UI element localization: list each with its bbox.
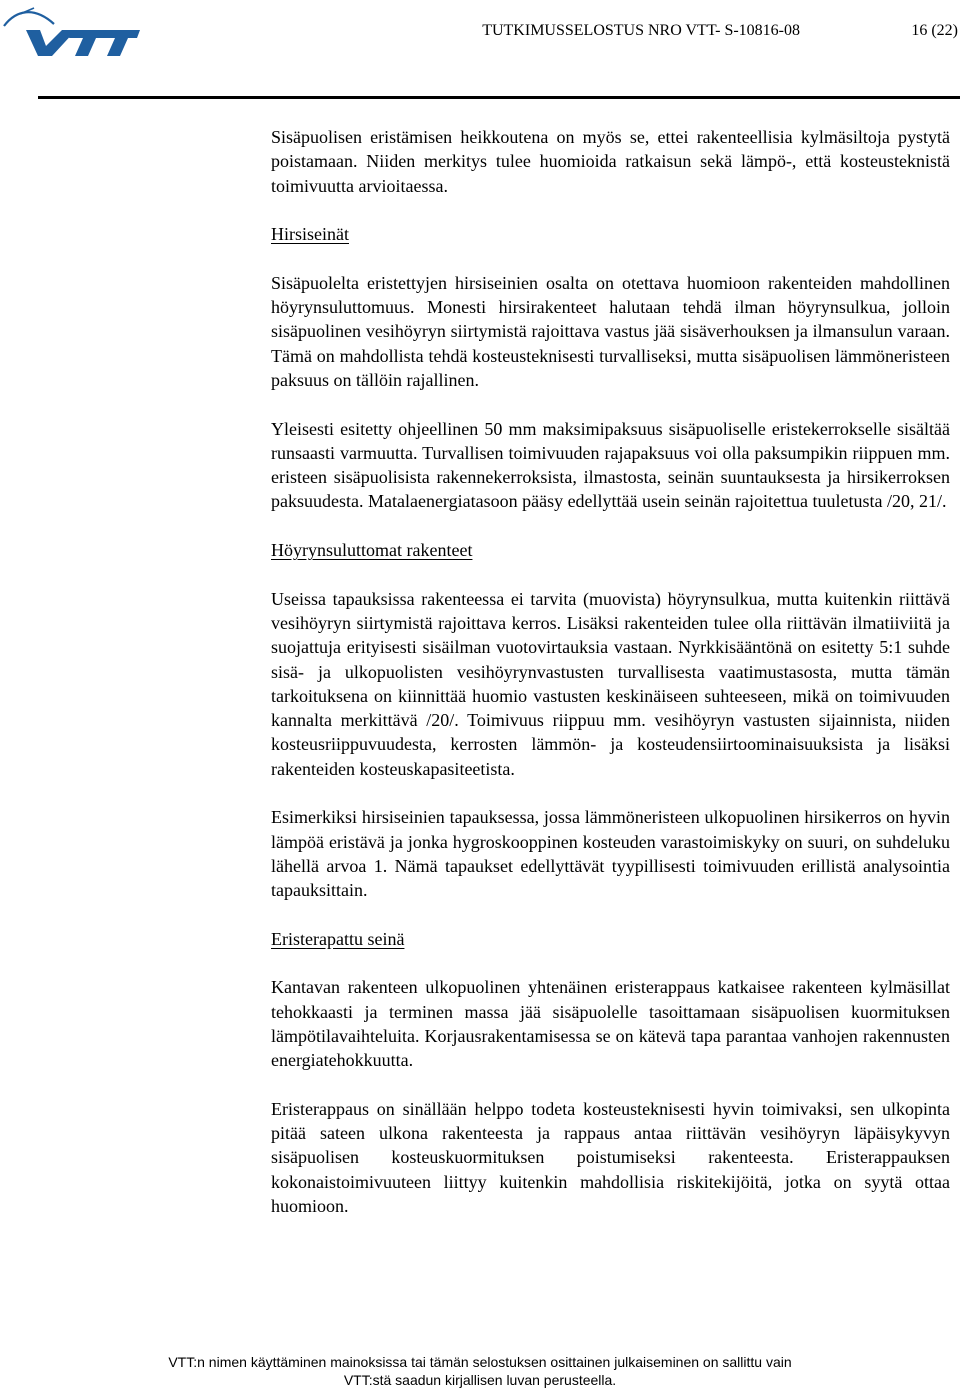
paragraph: Useissa tapauksissa rakenteessa ei tarvita (muovista) höyrynsulkua, mutta kuitenkin riittävä vesihöyryn siirtymistä rajoittava kerros. Lisäksi rakenteiden tulee olla riittävän ilmatiiviitä ja suojattuja erityisesti sisäilman vuotovirtauksia vastaan. Nyrkkisääntönä on esitetty 5:1 suhde sisä- ja ulkopuolisten vesihöyrynvastusten turvallisesta vaatimustasosta, mutta tämän tarkoituksena on kiinnittää huomio vastusten keskinäiseen suhteeseen, mikä on toimivuuden kannalta merkittävä /20/. Toimivuus riippuu mm. vesihöyryn vastusten sijainnista, niiden kosteusriippuvuudesta, kerrosten lämmön- ja kosteudensiirtoominaisuuksista ja lisäksi rakenteiden kosteuskapasiteetista. xyxy=(271,588,950,779)
footer-notice xyxy=(0,1353,960,1389)
paragraph: Eristerappaus on sinällään helppo todeta kosteusteknisesti hyvin toimivaksi, sen ulkopinta pitää sateen ulkona rakenteesta ja rappaus antaa riittävän vesihöyryn läpäisykyvyn sisäpuolisen kosteuskuormituksen poistumiseksi rakenteesta. Eristerappauksen kokonaistoimivuuteen liittyy kuitenkin mahdollisia riskitekijöitä, jotka on syytä ottaa huomioon. xyxy=(271,1098,950,1217)
paragraph: Sisäpuolelta eristettyjen hirsiseinien osalta on otettava huomioon rakenteiden mahdollinen höyrynsuluttomuus. Monesti hirsirakenteet halutaan tehdä ilman höyrynsulkua, jolloin sisäpuolinen vesihöyryn siirtymistä rajoittava vastus jää sisäverhouksen ja ilmansulun varaan. Tämä on mahdollista tehdä kosteusteknisesti turvalliseksi, mutta sisäpuolisen lämmöneristeen paksuus on tällöin rajallinen. xyxy=(271,272,950,390)
footer-line: VTT:stä saadun kirjallisen luvan perusteella. xyxy=(343,1372,617,1388)
page-number: 16 (22) xyxy=(911,22,958,39)
paragraph: Esimerkiksi hirsiseinien tapauksessa, jossa lämmöneristeen ulkopuolinen hirsikerros on hyvin lämpöä eristävä ja jonka hygroskooppinen kosteuden varastoimiskyky on suuri, on suhdeluku lähellä arvoa 1. Nämä tapaukset edellyttävät tyypillisesti toimivuuden erillistä analysointia tapauksittain. xyxy=(271,807,950,901)
section-heading-hoyrynsuluttomat: Höyrynsuluttomat rakenteet xyxy=(271,540,473,561)
paragraph: Yleisesti esitetty ohjeellinen 50 mm maksimipaksuus sisäpuoliselle eristekerrokselle sisältää runsaasti varmuutta. Turvallisen toimivuuden rajapaksuus voi olla paksumpikin riippuen mm. eristeen sisäpuolisista rakennekerroksista, ilmastosta, seinän suuntauksesta ja hirsikerroksen paksuudesta. Matalaenergiatasoon pääsy edellyttää usein seinän rajoitettua tuuletusta /20, 21/. xyxy=(271,418,950,512)
section-heading-eristerapattu: Eristerapattu seinä xyxy=(271,928,405,949)
report-id: TUTKIMUSSELOSTUS NRO VTT- S-10816-08 xyxy=(482,22,800,39)
header-divider xyxy=(38,96,960,99)
footer-line: VTT:n nimen käyttäminen mainoksissa tai tämän selostuksen osittainen julkaiseminen on sallittu vain xyxy=(168,1354,792,1370)
section-heading-hirsiseinat: Hirsiseinät xyxy=(271,224,349,245)
paragraph: Kantavan rakenteen ulkopuolinen yhtenäinen eristerappaus katkaisee rakenteen kylmäsillat tehokkaasti ja terminen massa jää sisäpuolelle tasoittamaan sisäpuolisen kuormituksen lämpötilavaihteluita. Korjausrakentamisessa se on kätevä tapa parantaa vanhojen rakennusten energiatehokkuutta. xyxy=(271,977,950,1071)
document-body xyxy=(271,125,950,1243)
vtt-logo xyxy=(2,4,140,56)
paragraph: Sisäpuolisen eristämisen heikkoutena on myös se, ettei rakenteellisia kylmäsiltoja pystytä poistamaan. Niiden merkitys tulee huomioida ratkaisun sekä lämpö-, että kosteusteknistä toimivuutta arvioitaessa. xyxy=(271,127,950,196)
